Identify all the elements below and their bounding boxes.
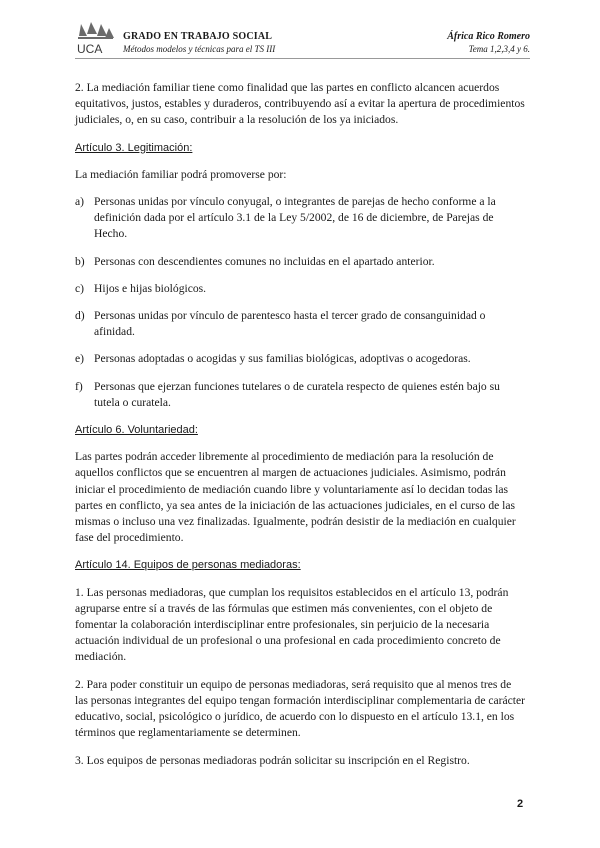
list-item-label: e) [75,352,85,366]
list-item-label: c) [75,281,85,295]
logo-text: UCA [77,42,103,56]
header-author: África Rico Romero [447,31,530,42]
article-14-paragraph-3: 3. Los equipos de personas mediadoras podrán solicitar su inscripción en el Registro. [75,753,470,767]
list-item [75,281,527,297]
header-title: GRADO EN TRABAJO SOCIAL [123,31,273,42]
intro-paragraph: 2. La mediación familiar tiene como finalidad que las partes en conflicto alcancen acuerdos equitativos, justos, estables y duraderos, contribuyendo así a evitar la apertura de procedimientos judiciales, o, en su caso, contribuir a la resolución de los ya iniciados. [75,81,525,127]
article-14-heading: Artículo 14. Equipos de personas mediadoras: [75,559,301,572]
list-item [75,254,527,270]
list-item-text: Personas unidas por vínculo conyugal, o integrantes de parejas de hecho conforme a la definición dada por el artículo 3.1 de la Ley 5/2002, de 16 de diciembre, de Parejas de Hecho. [94,195,496,241]
list-item [75,379,527,411]
document-body [75,80,527,780]
article-3-heading: Artículo 3. Legitimación: [75,141,193,154]
list-item-text: Personas unidas por vínculo de parentesco hasta el tercer grado de consanguinidad o afinidad. [94,309,486,339]
list-item-label: b) [75,254,85,268]
list-item-label: f) [75,379,83,393]
page-number: 2 [517,798,524,810]
list-item-text: Personas con descendientes comunes no incluidas en el apartado anterior. [94,254,435,268]
article-3-intro: La mediación familiar podrá promoverse por: [75,167,287,181]
list-item-text: Hijos e hijas biológicos. [94,281,207,295]
article-14-paragraph-2: 2. Para poder constituir un equipo de personas mediadoras, será requisito que al menos tres de las personas integrantes del equipo tengan formación interdisciplinar complementaria de carácter educativo, social, psicológico o jurídico, de acuerdo con lo dispuesto en el artículo 13.1, en los términos que reglamentariamente se determinen. [75,677,526,740]
header-subtitle: Métodos modelos y técnicas para el TS III [123,44,276,54]
uca-logo [75,22,115,56]
header-divider [75,58,530,59]
list-item-label: a) [75,195,85,209]
page-header [75,22,530,56]
list-item [75,351,527,367]
article-6-heading: Artículo 6. Voluntariedad: [75,424,198,437]
list-item-text: Personas que ejerzan funciones tutelares o de curatela respecto de quienes estén bajo su tutela o curatela. [94,379,500,409]
list-item [75,194,527,243]
list-item [75,308,527,340]
list-item-text: Personas adoptadas o acogidas y sus familias biológicas, adoptivas o acogedoras. [94,352,471,366]
list-item-label: d) [75,309,85,323]
header-topics: Tema 1,2,3,4 y 6. [468,44,530,54]
article-6-text: Las partes podrán acceder libremente al procedimiento de mediación para la resolución de aquellos conflictos que se encuentren al margen de actuaciones judiciales. Asimismo, podrán iniciar el procedimiento de mediación cuando libre y voluntariamente así lo decidan todas las partes en conflicto, ya sea antes de la iniciación de las actuaciones judiciales, en el curso de las mismas o incluso una vez finalizadas. Igualmente, podrán desistir de la mediación en cualquier fase del procedimiento. [75,450,516,545]
article-14-paragraph-1: 1. Las personas mediadoras, que cumplan los requisitos establecidos en el artículo 13, podrán agruparse entre sí a través de las fórmulas que estimen más convenientes, con el objeto de fomentar la colaboración interdisciplinar entre profesionales, sin perjuicio de la necesaria actuación individual de un profesional o una profesional en cada procedimiento concreto de mediación. [75,585,509,664]
